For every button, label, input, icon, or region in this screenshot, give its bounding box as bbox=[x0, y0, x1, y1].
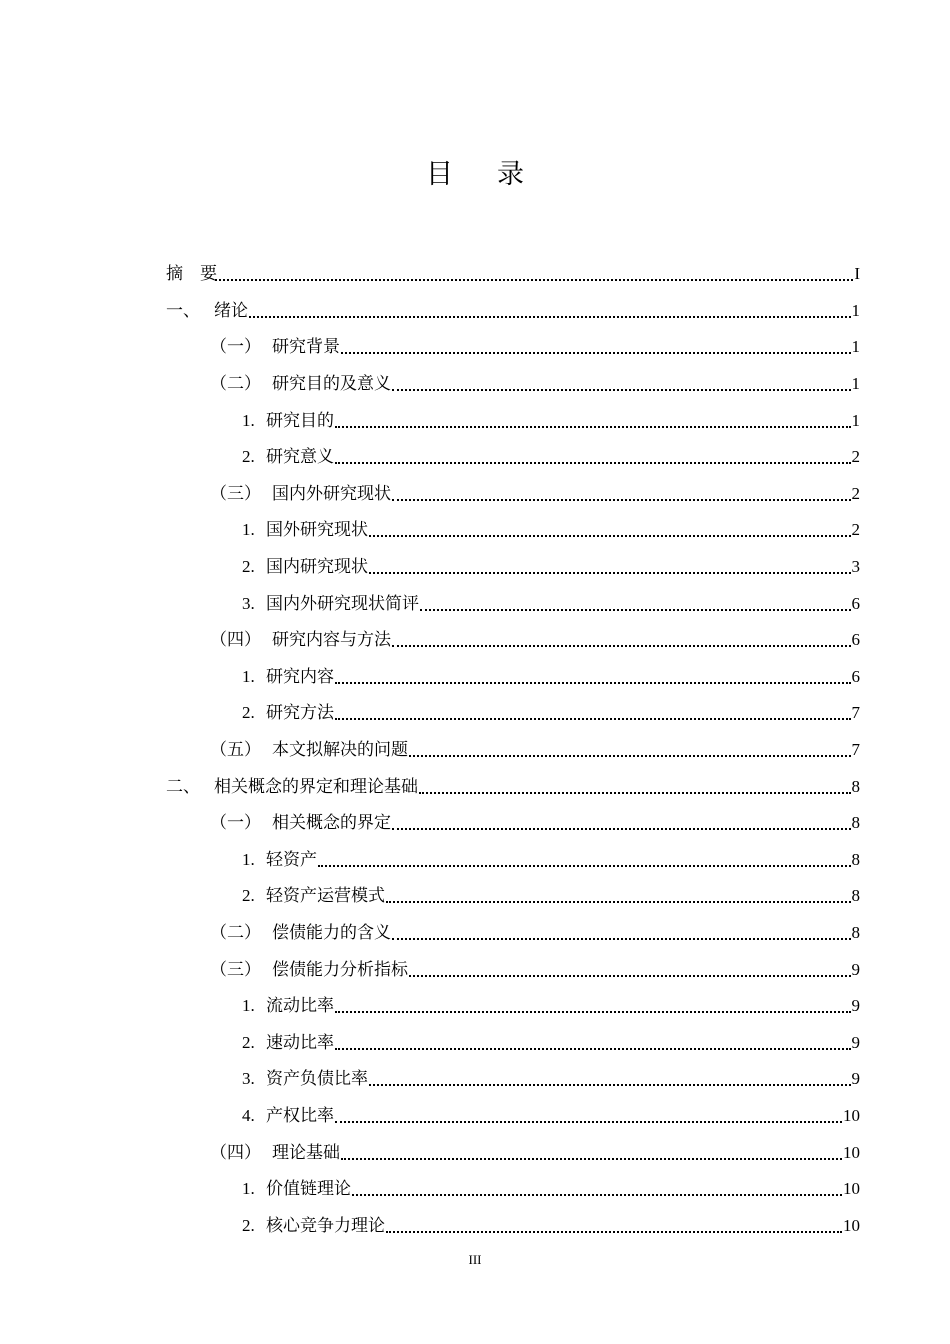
toc-entry-page: 10 bbox=[843, 1215, 860, 1235]
toc-entry-page: 6 bbox=[851, 593, 860, 613]
toc-entry-label bbox=[166, 264, 217, 285]
toc-entry-page: 3 bbox=[851, 557, 860, 577]
toc-entry-title: 流动比率 bbox=[266, 996, 334, 1017]
toc-entry-label bbox=[242, 850, 317, 870]
toc-entry-number: 3. bbox=[242, 1069, 255, 1089]
toc-entry[interactable] bbox=[166, 915, 860, 952]
toc-entry-page: 6 bbox=[851, 630, 860, 650]
toc-entry-title: 研究目的及意义 bbox=[272, 374, 391, 395]
toc-entry-number: 1. bbox=[242, 849, 255, 869]
toc-entry[interactable] bbox=[166, 585, 860, 622]
toc-entry-title: 研究目的 bbox=[266, 410, 334, 431]
toc-entry-number: 1. bbox=[242, 520, 255, 540]
toc-leader-dots bbox=[318, 850, 851, 870]
toc-entry-page: 1 bbox=[851, 410, 860, 430]
toc-entry[interactable] bbox=[166, 1061, 860, 1098]
toc-entry-title: 产权比率 bbox=[266, 1105, 334, 1126]
toc-leader-dots bbox=[369, 520, 851, 540]
toc-entry-label bbox=[242, 703, 334, 723]
toc-entry-label bbox=[210, 374, 391, 394]
toc-entry-label bbox=[242, 667, 334, 687]
toc-entry[interactable] bbox=[166, 842, 860, 879]
toc-entry-number: （四） bbox=[210, 1142, 261, 1163]
toc-entry-page: 9 bbox=[851, 996, 860, 1016]
toc-entry[interactable] bbox=[166, 732, 860, 769]
toc-entry-title: 本文拟解决的问题 bbox=[272, 740, 408, 761]
toc-entry-label bbox=[242, 447, 334, 467]
toc-entry-page: 7 bbox=[851, 703, 860, 723]
toc-entry-title: 速动比率 bbox=[266, 1032, 334, 1053]
toc-entry-title: 轻资产 bbox=[266, 849, 317, 870]
toc-entry[interactable] bbox=[166, 476, 860, 513]
toc-entry[interactable] bbox=[166, 549, 860, 586]
toc-leader-dots bbox=[409, 740, 851, 760]
toc-entry[interactable] bbox=[166, 293, 860, 330]
toc-entry-label bbox=[210, 1143, 340, 1163]
toc-entry-page: 2 bbox=[851, 447, 860, 467]
toc-entry-number: 1. bbox=[242, 666, 255, 686]
toc-entry-number: 1. bbox=[242, 1179, 255, 1199]
toc-entry-number: 2. bbox=[242, 1032, 255, 1052]
toc-entry-title: 轻资产运营模式 bbox=[266, 886, 385, 907]
toc-leader-dots bbox=[392, 484, 851, 504]
toc-entry[interactable] bbox=[166, 951, 860, 988]
toc-leader-dots bbox=[335, 1033, 851, 1053]
toc-leader-dots bbox=[352, 1179, 842, 1199]
toc-entry[interactable] bbox=[166, 439, 860, 476]
toc-entry-title: 理论基础 bbox=[272, 1142, 340, 1163]
toc-entry[interactable] bbox=[166, 878, 860, 915]
toc-entry-title: 国内外研究现状简评 bbox=[266, 593, 419, 614]
toc-leader-dots bbox=[420, 594, 851, 614]
toc-entry-page: 9 bbox=[851, 1069, 860, 1089]
toc-entry-label bbox=[242, 886, 385, 906]
toc-entry-label bbox=[166, 301, 248, 321]
toc-entry-page: 7 bbox=[851, 740, 860, 760]
toc-leader-dots bbox=[369, 1069, 851, 1089]
toc-entry[interactable] bbox=[166, 659, 860, 696]
toc-leader-dots bbox=[335, 447, 851, 467]
toc-entry-number: 一、 bbox=[166, 300, 200, 321]
table-of-contents bbox=[166, 256, 860, 1244]
toc-entry[interactable] bbox=[166, 1024, 860, 1061]
toc-entry-title: 国内研究现状 bbox=[266, 557, 368, 578]
toc-entry[interactable] bbox=[166, 768, 860, 805]
toc-entry[interactable] bbox=[166, 1134, 860, 1171]
toc-entry-number: 4. bbox=[242, 1105, 255, 1125]
toc-entry-number: 2. bbox=[242, 447, 255, 467]
toc-entry-page: 10 bbox=[843, 1179, 860, 1199]
toc-leader-dots bbox=[335, 667, 851, 687]
toc-entry-label bbox=[210, 960, 408, 980]
title-char: 录 bbox=[497, 159, 524, 190]
toc-entry-number: 2. bbox=[242, 703, 255, 723]
toc-entry-page: I bbox=[854, 264, 860, 284]
toc-leader-dots bbox=[341, 337, 851, 357]
toc-leader-dots bbox=[392, 374, 851, 394]
toc-entry-number: 摘 要 bbox=[166, 264, 217, 285]
toc-leader-dots bbox=[392, 923, 851, 943]
toc-entry-title: 研究内容 bbox=[266, 666, 334, 687]
toc-entry[interactable] bbox=[166, 988, 860, 1025]
toc-entry-title: 国外研究现状 bbox=[266, 520, 368, 541]
toc-entry-label bbox=[242, 1106, 334, 1126]
toc-entry-title: 国内外研究现状 bbox=[272, 483, 391, 504]
toc-entry-number: （一） bbox=[210, 813, 261, 834]
title-char: 目 bbox=[426, 159, 453, 190]
toc-entry[interactable] bbox=[166, 1207, 860, 1244]
toc-leader-dots bbox=[386, 886, 851, 906]
toc-entry-title: 研究背景 bbox=[272, 337, 340, 358]
toc-entry-page: 1 bbox=[851, 374, 860, 394]
toc-entry-label bbox=[210, 484, 391, 504]
toc-entry-label bbox=[242, 520, 368, 540]
toc-entry-label bbox=[242, 1069, 368, 1089]
toc-entry-page: 1 bbox=[851, 300, 860, 320]
toc-entry[interactable] bbox=[166, 366, 860, 403]
toc-entry-page: 2 bbox=[851, 520, 860, 540]
toc-entry-page: 8 bbox=[851, 849, 860, 869]
toc-entry-number: （五） bbox=[210, 740, 261, 761]
toc-entry-title: 研究内容与方法 bbox=[272, 630, 391, 651]
toc-entry-label bbox=[242, 1033, 334, 1053]
toc-entry-label bbox=[242, 594, 419, 614]
toc-leader-dots bbox=[335, 996, 851, 1016]
toc-leader-dots bbox=[335, 1106, 842, 1126]
toc-leader-dots bbox=[419, 777, 851, 797]
toc-entry-number: （四） bbox=[210, 630, 261, 651]
toc-entry-page: 9 bbox=[851, 959, 860, 979]
page-title bbox=[0, 152, 950, 191]
toc-entry[interactable] bbox=[166, 622, 860, 659]
toc-entry[interactable] bbox=[166, 1171, 860, 1208]
toc-entry-number: 1. bbox=[242, 410, 255, 430]
toc-entry-number: 3. bbox=[242, 593, 255, 613]
toc-entry-page: 1 bbox=[851, 337, 860, 357]
toc-entry-title: 偿债能力的含义 bbox=[272, 922, 391, 943]
toc-entry[interactable] bbox=[166, 512, 860, 549]
toc-entry-label bbox=[242, 1179, 351, 1199]
toc-entry-page: 10 bbox=[843, 1105, 860, 1125]
toc-entry-number: （三） bbox=[210, 483, 261, 504]
toc-leader-dots bbox=[341, 1143, 842, 1163]
toc-leader-dots bbox=[392, 630, 851, 650]
toc-entry-label bbox=[242, 557, 368, 577]
toc-entry-number: （二） bbox=[210, 374, 261, 395]
toc-entry-label bbox=[210, 813, 391, 833]
toc-entry[interactable] bbox=[166, 695, 860, 732]
toc-leader-dots bbox=[369, 557, 851, 577]
toc-entry-label bbox=[166, 777, 418, 797]
toc-entry-number: （三） bbox=[210, 959, 261, 980]
toc-leader-dots bbox=[335, 703, 851, 723]
toc-entry-title: 相关概念的界定 bbox=[272, 813, 391, 834]
toc-entry-page: 8 bbox=[851, 886, 860, 906]
toc-leader-dots bbox=[409, 960, 851, 980]
toc-entry-title: 研究意义 bbox=[266, 447, 334, 468]
toc-entry[interactable] bbox=[166, 805, 860, 842]
toc-leader-dots bbox=[335, 411, 851, 431]
toc-entry-title: 相关概念的界定和理论基础 bbox=[214, 776, 418, 797]
toc-entry-title: 绪论 bbox=[214, 300, 248, 321]
toc-entry-title: 价值链理论 bbox=[266, 1179, 351, 1200]
toc-entry[interactable] bbox=[166, 329, 860, 366]
toc-entry[interactable] bbox=[166, 256, 860, 293]
toc-entry-page: 10 bbox=[843, 1142, 860, 1162]
toc-leader-dots bbox=[249, 301, 851, 321]
toc-entry-label bbox=[210, 740, 408, 760]
toc-entry-title: 偿债能力分析指标 bbox=[272, 959, 408, 980]
toc-entry-label bbox=[210, 337, 340, 357]
toc-entry-label bbox=[210, 923, 391, 943]
toc-entry-page: 9 bbox=[851, 1032, 860, 1052]
toc-entry-label bbox=[210, 630, 391, 650]
toc-entry-number: 二、 bbox=[166, 776, 200, 797]
toc-entry-page: 8 bbox=[851, 922, 860, 942]
toc-leader-dots bbox=[215, 264, 853, 284]
toc-entry-number: （一） bbox=[210, 337, 261, 358]
toc-entry-label bbox=[242, 411, 334, 431]
toc-entry-title: 研究方法 bbox=[266, 703, 334, 724]
toc-entry-number: （二） bbox=[210, 922, 261, 943]
toc-leader-dots bbox=[386, 1216, 842, 1236]
toc-entry-page: 6 bbox=[851, 666, 860, 686]
toc-entry-number: 1. bbox=[242, 996, 255, 1016]
toc-entry-page: 8 bbox=[851, 813, 860, 833]
toc-entry-page: 8 bbox=[851, 776, 860, 796]
toc-entry-title: 资产负债比率 bbox=[266, 1069, 368, 1090]
toc-leader-dots bbox=[392, 813, 851, 833]
toc-entry[interactable] bbox=[166, 1098, 860, 1135]
toc-entry-label bbox=[242, 1216, 385, 1236]
toc-entry[interactable] bbox=[166, 402, 860, 439]
toc-entry-label bbox=[242, 996, 334, 1016]
toc-entry-number: 2. bbox=[242, 886, 255, 906]
toc-entry-page: 2 bbox=[851, 483, 860, 503]
toc-entry-number: 2. bbox=[242, 557, 255, 577]
page-number: III bbox=[468, 1252, 482, 1267]
toc-entry-title: 核心竞争力理论 bbox=[266, 1215, 385, 1236]
toc-entry-number: 2. bbox=[242, 1215, 255, 1235]
